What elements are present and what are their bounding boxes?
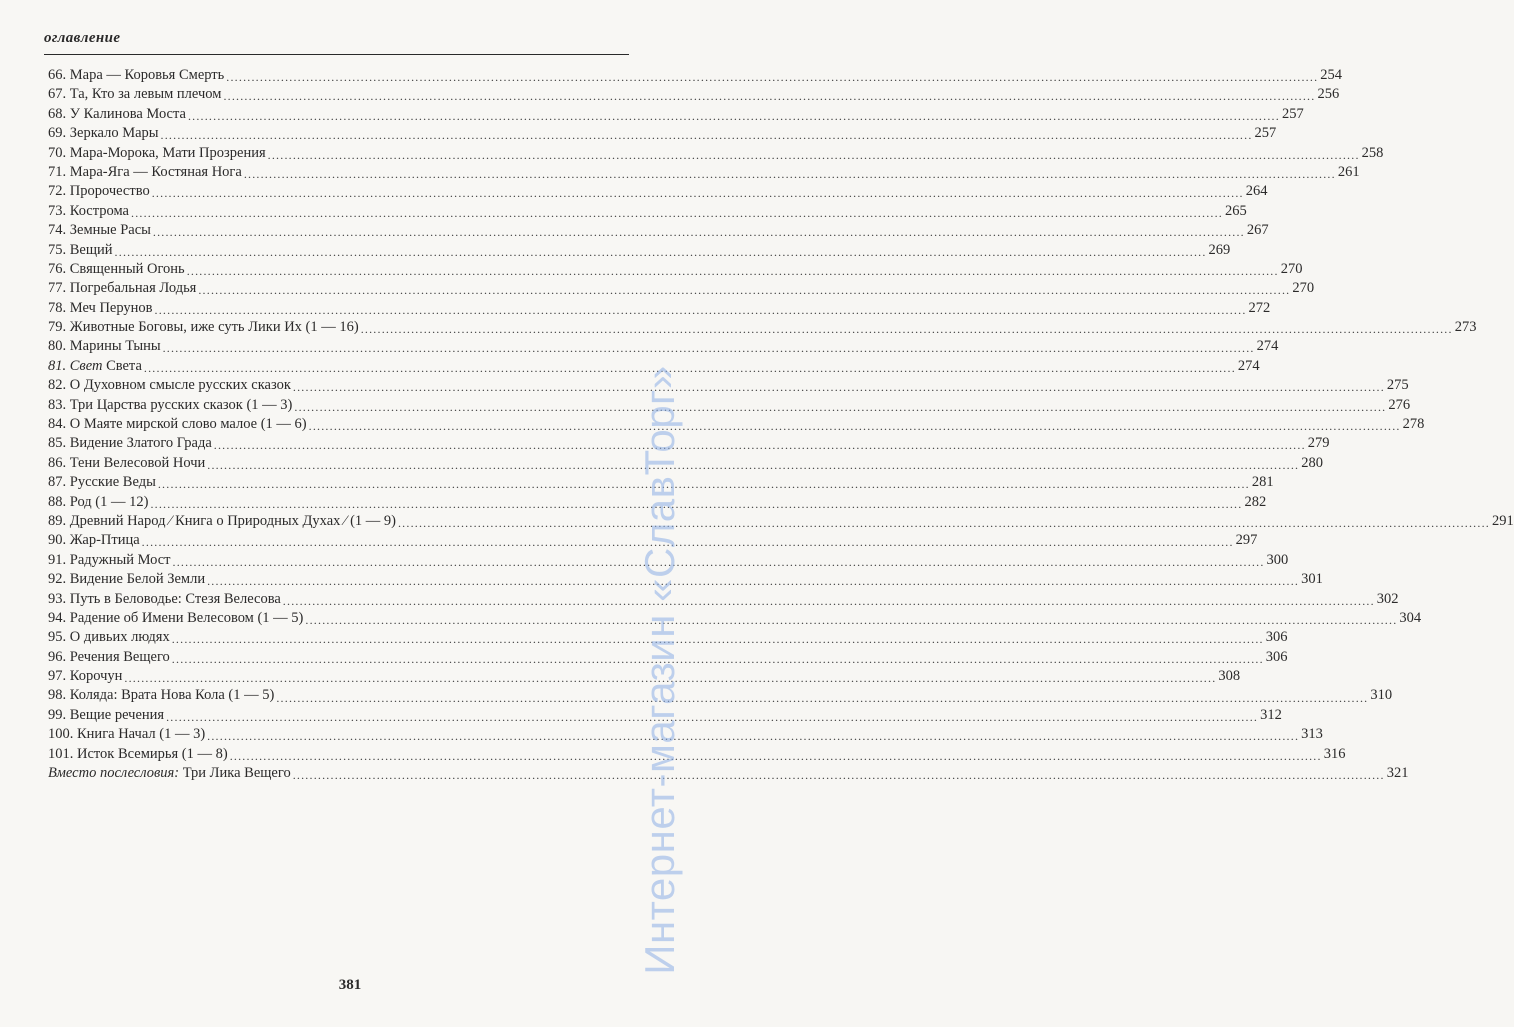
dot-leader: ....................................................................................................................................................................................................................................................................	[143, 360, 1236, 375]
toc-entry-page: 254	[1320, 66, 1343, 83]
toc-entry	[48, 357, 1260, 376]
toc-entry	[48, 706, 1282, 725]
dot-leader: ....................................................................................................................................................................................................................................................................	[162, 341, 1255, 356]
dot-leader: ....................................................................................................................................................................................................................................................................	[397, 515, 1490, 530]
toc-entry-title: 101. Исток Всемирья (1 — 8)	[48, 745, 228, 762]
toc-entry-page: 261	[1337, 163, 1360, 180]
toc-entry-page: 280	[1301, 454, 1323, 471]
toc-entry-title-italic: 81. Свет	[48, 357, 103, 374]
toc-entry	[48, 745, 1346, 764]
toc-entry	[48, 318, 1477, 337]
toc-entry-page: 269	[1208, 241, 1231, 258]
toc-entry-page: 306	[1265, 648, 1288, 665]
toc-entry	[48, 628, 1288, 647]
toc-entry-page: 300	[1266, 551, 1289, 568]
toc-entry-page: 316	[1323, 745, 1346, 762]
toc-entry-title	[48, 764, 293, 783]
dot-leader: ....................................................................................................................................................................................................................................................................	[172, 554, 1265, 569]
toc-entry-page: 310	[1370, 687, 1393, 704]
toc-entry-page: 297	[1235, 532, 1258, 549]
toc-entry-title: 87. Русские Веды	[48, 474, 156, 491]
toc-entry	[48, 590, 1399, 609]
dot-leader: ....................................................................................................................................................................................................................................................................	[207, 457, 1300, 472]
dot-leader: ....................................................................................................................................................................................................................................................................	[131, 205, 1223, 220]
toc-entry-title-rest: Три Лика Вещего	[179, 765, 291, 782]
toc-entry-title: 70. Мара-Морока, Мати Прозрения	[48, 144, 266, 161]
toc-entry-title: 66. Мара — Коровья Смерть	[48, 66, 225, 83]
dot-leader: ....................................................................................................................................................................................................................................................................	[171, 651, 1264, 666]
toc-entry-title: 95. О дивьих людях	[48, 629, 170, 646]
toc-entry-page: 282	[1244, 493, 1267, 510]
toc-entry-title: 98. Коляда: Врата Нова Кола (1 — 5)	[48, 687, 275, 704]
toc-entry-title: 91. Радужный Мост	[48, 551, 171, 568]
toc-entry	[48, 260, 1303, 279]
toc-entry-title: 97. Корочун	[48, 668, 123, 685]
toc-entry	[48, 570, 1323, 589]
toc-entry	[48, 764, 1409, 783]
dot-leader: ....................................................................................................................................................................................................................................................................	[294, 399, 1387, 414]
toc-entry-page: 281	[1251, 474, 1274, 491]
toc-entry-title: 85. Видение Златого Града	[48, 435, 212, 452]
dot-leader: ....................................................................................................................................................................................................................................................................	[223, 89, 1316, 104]
dot-leader: ....................................................................................................................................................................................................................................................................	[154, 302, 1247, 317]
toc-entry-page: 267	[1246, 222, 1269, 239]
dot-leader: ....................................................................................................................................................................................................................................................................	[276, 690, 1369, 705]
toc-entry	[48, 299, 1271, 318]
page-header	[44, 28, 629, 55]
toc-entry-title: 90. Жар-Птица	[48, 532, 140, 549]
toc-entry	[48, 648, 1288, 667]
dot-leader: ....................................................................................................................................................................................................................................................................	[360, 322, 1453, 337]
dot-leader: ....................................................................................................................................................................................................................................................................	[226, 70, 1319, 84]
dot-leader: ....................................................................................................................................................................................................................................................................	[267, 147, 1360, 162]
dot-leader: ....................................................................................................................................................................................................................................................................	[151, 186, 1244, 201]
toc-entry-title: 86. Тени Велесовой Ночи	[48, 454, 206, 471]
toc-entry-page: 276	[1388, 396, 1411, 413]
dot-leader: ....................................................................................................................................................................................................................................................................	[198, 283, 1291, 298]
toc-entry	[48, 531, 1258, 550]
dot-leader: ....................................................................................................................................................................................................................................................................	[166, 709, 1259, 724]
toc-entry-title: 71. Мара-Яга — Костяная Нога	[48, 163, 242, 180]
toc-entry-page: 279	[1307, 435, 1330, 452]
toc-entry-page: 312	[1260, 706, 1282, 723]
toc-entry	[48, 163, 1360, 182]
toc-entry-page: 256	[1317, 86, 1340, 103]
section-title: оглавление	[44, 30, 121, 46]
dot-leader: ....................................................................................................................................................................................................................................................................	[282, 593, 1375, 608]
toc-entry	[48, 454, 1323, 473]
toc-entry	[48, 124, 1277, 143]
toc-entry-title-italic: Вместо послесловия:	[48, 765, 180, 782]
toc-entry-title: 99. Вещие речения	[48, 706, 165, 723]
toc-entry-page: 301	[1301, 571, 1323, 588]
toc-entry-title: 67. Та, Кто за левым плечом	[48, 86, 222, 103]
toc-entry-page: 321	[1386, 765, 1409, 782]
toc-entry	[48, 415, 1425, 434]
toc-entry-title: 92. Видение Белой Земли	[48, 571, 206, 588]
toc-entry-title: 69. Зеркало Мары	[48, 125, 159, 142]
toc-entry	[48, 609, 1422, 628]
toc-entry-page: 257	[1254, 125, 1277, 142]
toc-entry-page: 278	[1402, 416, 1425, 433]
dot-leader: ....................................................................................................................................................................................................................................................................	[207, 574, 1300, 589]
toc-entry	[48, 396, 1411, 415]
toc-entry	[48, 376, 1409, 395]
toc-entry	[48, 473, 1274, 492]
dot-leader: ....................................................................................................................................................................................................................................................................	[160, 128, 1253, 143]
toc-entry-title	[48, 357, 144, 376]
toc-entry-page: 257	[1281, 105, 1304, 122]
toc-entry	[48, 434, 1330, 453]
toc-entry-page: 274	[1237, 357, 1260, 374]
toc-entry-title-rest: Света	[102, 357, 142, 374]
dot-leader: ....................................................................................................................................................................................................................................................................	[292, 768, 1385, 783]
toc-entry-title: 79. Животные Боговы, иже суть Лики Их (1 — 16)	[48, 319, 359, 336]
toc-entry-title: 88. Род (1 — 12)	[48, 493, 149, 510]
toc-entry-page: 308	[1218, 668, 1241, 685]
toc-entry-page: 265	[1225, 202, 1247, 219]
toc-entry-page: 306	[1265, 629, 1288, 646]
toc-entry-page: 264	[1245, 183, 1268, 200]
toc-entry-page: 313	[1301, 726, 1323, 743]
toc-entry-page: 272	[1248, 299, 1271, 316]
toc-entry	[48, 279, 1315, 298]
dot-leader: ....................................................................................................................................................................................................................................................................	[305, 612, 1398, 627]
toc-entry-page: 291	[1491, 512, 1514, 529]
dot-leader: ....................................................................................................................................................................................................................................................................	[141, 535, 1234, 550]
toc-entry-page: 270	[1292, 280, 1315, 297]
toc-entry-title: 78. Меч Перунов	[48, 299, 153, 316]
dot-leader: ....................................................................................................................................................................................................................................................................	[124, 671, 1217, 686]
dot-leader: ....................................................................................................................................................................................................................................................................	[207, 729, 1300, 744]
dot-leader: ....................................................................................................................................................................................................................................................................	[187, 108, 1280, 123]
toc-entry	[48, 687, 1393, 706]
toc-entry	[48, 144, 1384, 163]
toc-entry-title: 75. Вещий	[48, 241, 113, 258]
page-number: 381	[338, 977, 362, 993]
dot-leader: ....................................................................................................................................................................................................................................................................	[213, 438, 1306, 453]
toc-entry-title: 82. О Духовном смысле русских сказок	[48, 377, 291, 394]
dot-leader: ....................................................................................................................................................................................................................................................................	[229, 748, 1322, 763]
dot-leader: ....................................................................................................................................................................................................................................................................	[150, 496, 1243, 511]
toc-entry-title: 100. Книга Начал (1 — 3)	[48, 726, 206, 743]
toc-entry	[48, 667, 1241, 686]
toc-entry	[48, 551, 1289, 570]
toc-entry	[48, 725, 1323, 744]
toc-entry-title: 83. Три Царства русских сказок (1 — 3)	[48, 396, 293, 413]
toc-entry	[48, 512, 1514, 531]
toc-entry-title: 84. О Маяте мирской слово малое (1 — 6)	[48, 416, 307, 433]
toc-entry-title: 94. Радение об Имени Велесовом (1 — 5)	[48, 609, 304, 626]
toc-entry-title: 74. Земные Расы	[48, 222, 151, 239]
toc-entry-page: 302	[1376, 590, 1399, 607]
toc-entry-title: 80. Марины Тыны	[48, 338, 161, 355]
dot-leader: ....................................................................................................................................................................................................................................................................	[186, 263, 1279, 278]
toc-entry	[48, 182, 1268, 201]
toc-entry-title: 96. Речения Вещего	[48, 648, 170, 665]
toc-entry-title: 72. Пророчество	[48, 183, 150, 200]
dot-leader: ....................................................................................................................................................................................................................................................................	[308, 419, 1401, 434]
toc-entry	[48, 105, 1304, 124]
toc-entry-page: 270	[1280, 260, 1303, 277]
dot-leader: ....................................................................................................................................................................................................................................................................	[243, 166, 1336, 181]
toc-entry	[48, 202, 1247, 221]
toc-entry	[48, 241, 1231, 260]
toc-entry-title: 73. Кострома	[48, 202, 129, 219]
dot-leader: ....................................................................................................................................................................................................................................................................	[157, 477, 1250, 492]
toc-entry-title: 93. Путь в Беловодье: Стезя Велесова	[48, 590, 281, 607]
toc-entry-title: 68. У Калинова Моста	[48, 105, 186, 122]
toc-entry-page: 273	[1454, 319, 1477, 336]
toc-entry	[48, 493, 1267, 512]
toc-entry-title: 89. Древний Народ ⁄ Книга о Природных Духах ⁄ (1 — 9)	[48, 512, 396, 529]
toc-entry-page: 275	[1386, 377, 1409, 394]
toc-entry-page: 258	[1361, 144, 1384, 161]
toc-entry	[48, 337, 1279, 356]
dot-leader: ....................................................................................................................................................................................................................................................................	[292, 380, 1385, 395]
toc-entry	[48, 221, 1269, 240]
toc-entry-page: 274	[1256, 338, 1279, 355]
toc-entry	[48, 85, 1340, 104]
toc-entry-title: 76. Священный Огонь	[48, 260, 185, 277]
toc-entry-page: 304	[1399, 609, 1422, 626]
toc-entry	[48, 66, 1343, 85]
dot-leader: ....................................................................................................................................................................................................................................................................	[152, 225, 1245, 240]
toc-entry-title: 77. Погребальная Лодья	[48, 280, 197, 297]
dot-leader: ....................................................................................................................................................................................................................................................................	[171, 632, 1264, 647]
dot-leader: ....................................................................................................................................................................................................................................................................	[114, 244, 1207, 259]
watermark-text: Интернет-магазин «СлавТорг»	[636, 365, 683, 975]
